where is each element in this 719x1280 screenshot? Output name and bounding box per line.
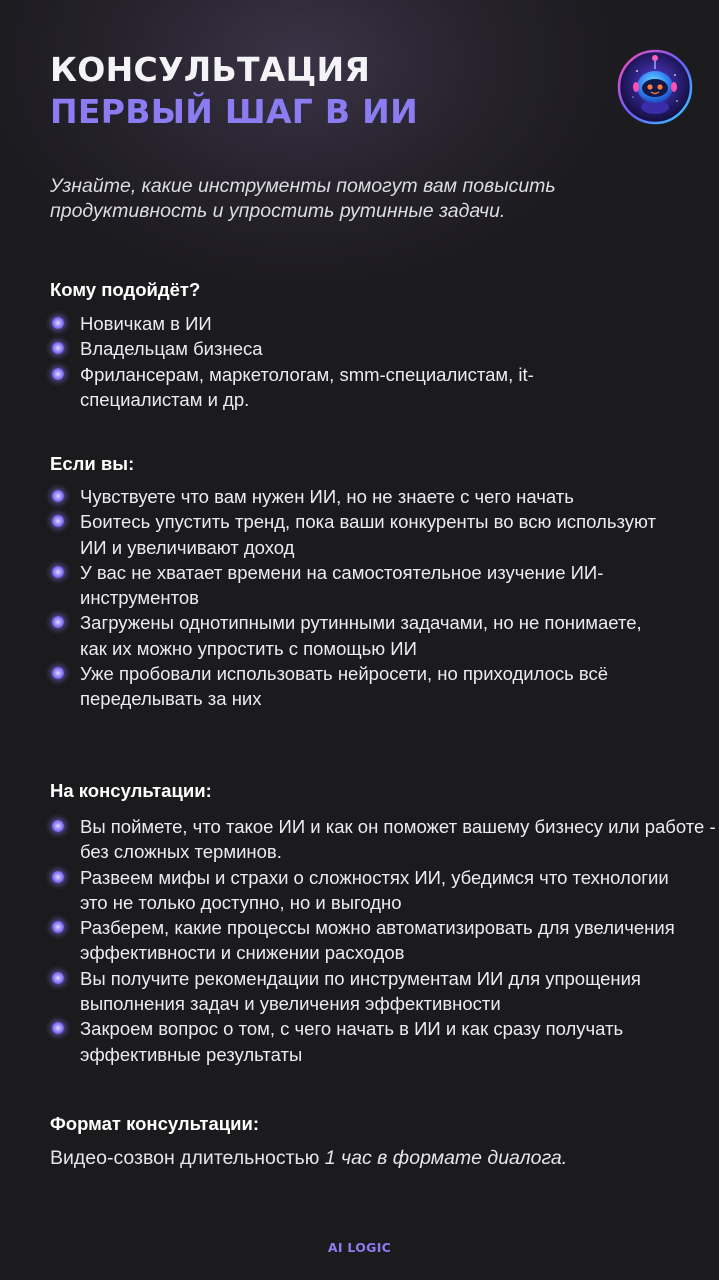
bullet-dot-icon [52,1022,64,1034]
if-you-list [50,484,690,712]
section-heading-if-you: Если вы: [50,453,135,474]
bullet-dot-icon [52,490,64,502]
bullet-dot-icon [52,515,64,527]
consultation-list [50,814,716,1067]
bullet-dot-icon [52,972,64,984]
bullet-dot-icon [52,342,64,354]
brand-footer: AI LOGIC [327,1240,392,1255]
list-item: Уже пробовали использовать нейросети, но приходилось всё переделывать за них [50,661,690,712]
bullet-dot-icon [52,368,64,380]
list-item: Разберем, какие процессы можно автоматизировать для увеличения эффективности и снижении расходов [50,915,690,966]
bullet-dot-icon [52,820,64,832]
list-item: Закроем вопрос о том, с чего начать в ИИ и как сразу получать эффективные результаты [50,1016,650,1067]
intro-text: Узнайте, какие инструменты помогут вам повысить продуктивность и упростить рутинные задачи. [50,175,556,222]
list-item: У вас не хватает времени на самостоятельное изучение ИИ-инструментов [50,560,710,611]
audience-list [50,311,690,412]
bullet-dot-icon [52,317,64,329]
list-item: Боитесь упустить тренд, пока ваши конкуренты во всю используют ИИ и увеличивают доход [50,509,660,560]
list-item: Фрилансерам, маркетологам, smm-специалистам, it-специалистам и др. [50,362,625,413]
section-heading-consultation: На консультации: [50,780,212,801]
list-item: Вы получите рекомендации по инструментам ИИ для упрощения выполнения задач и увеличения эффективности [50,966,719,1017]
format-emphasis: 1 час в формате диалога. [324,1147,568,1169]
bullet-dot-icon [52,616,64,628]
robot-icon [617,49,693,125]
list-item: Вы поймете, что такое ИИ и как он поможет вашему бизнесу или работе - без сложных терминов. [50,814,719,865]
format-text: Видео-созвон длительностью 1 час в формате диалога. [50,1147,568,1169]
list-item: Чувствуете что вам нужен ИИ, но не знаете с чего начать [50,484,690,509]
list-item: Загружены однотипными рутинными задачами, но не понимаете, как их можно упростить с помощью ИИ [50,610,650,661]
bullet-dot-icon [52,566,64,578]
list-item: Новичкам в ИИ [50,311,690,336]
bullet-dot-icon [52,921,64,933]
list-item: Развеем мифы и страхи о сложностях ИИ, убедимся что технологии это не только доступно, но и выгодно [50,865,670,916]
section-heading-format: Формат консультации: [50,1113,260,1134]
list-item: Владельцам бизнеса [50,336,690,361]
bullet-dot-icon [52,667,64,679]
title-line-1: КОНСУЛЬТАЦИЯ [50,50,371,89]
bullet-dot-icon [52,871,64,883]
section-heading-audience: Кому подойдёт? [50,279,201,300]
title-line-2: ПЕРВЫЙ ШАГ В ИИ [50,92,418,131]
